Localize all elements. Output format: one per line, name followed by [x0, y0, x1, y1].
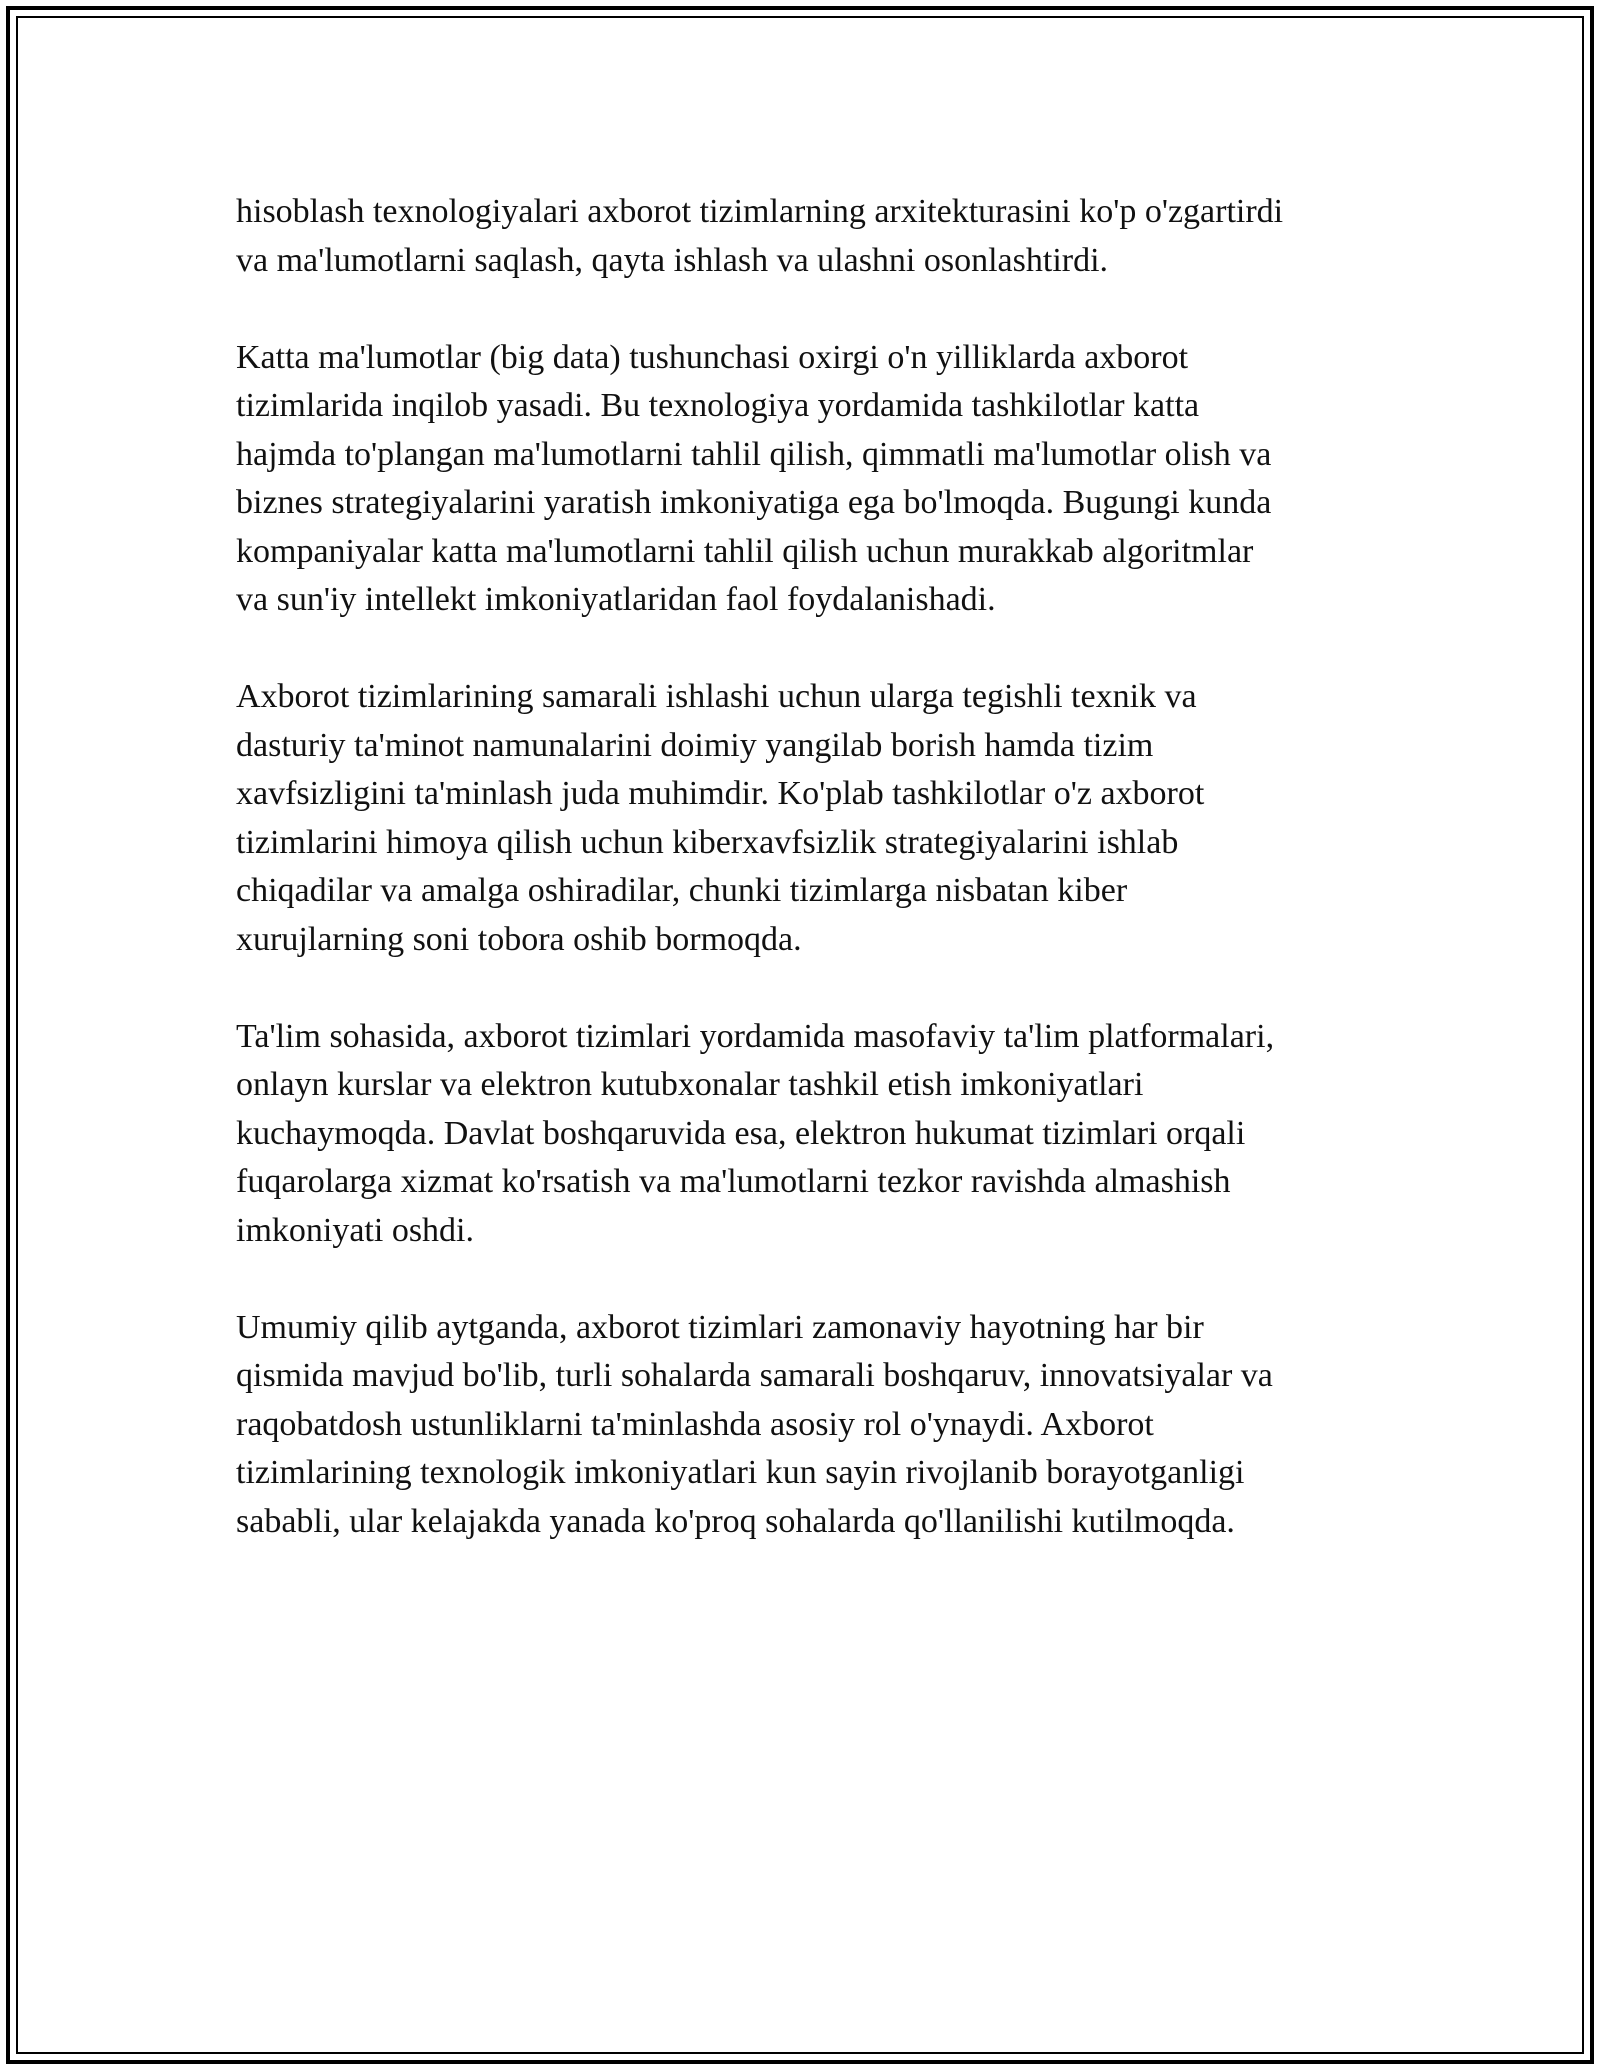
- paragraph-1: hisoblash texnologiyalari axborot tizimlarning arxitekturasini ko'p o'zgartirdi va ma'lumotlarni saqlash, qayta ishlash va ulashni osonlashtirdi.: [236, 193, 1284, 279]
- document-body: [236, 188, 1386, 1595]
- paragraph-5: Umumiy qilib aytganda, axborot tizimlari zamonaviy hayotning har bir qismida mavjud bo'lib, turli sohalarda samarali boshqaruv, innovatsiyalar va raqobatdosh ustunliklarni ta'minlashda asosiy rol o'ynaydi. Axborot tizimlarining texnologik imkoniyatlari kun sayin rivojlanib borayotganligi sababli, ular kelajakda yanada ko'proq sohalarda qo'llanilishi kutilmoqda.: [236, 1308, 1273, 1540]
- paragraph-3: Axborot tizimlarining samarali ishlashi uchun ularga tegishli texnik va dasturiy ta'minot namunalarini doimiy yangilab borish hamda tizim xavfsizligini ta'minlash juda muhimdir. Ko'plab tashkilotlar o'z axborot tizimlarini himoya qilish uchun kiberxavfsizlik strategiyalarini ishlab chiqadilar va amalga oshiradilar, chunki tizimlarga nisbatan kiber xurujlarning soni tobora oshib bormoqda.: [236, 678, 1205, 958]
- paragraph-4: Ta'lim sohasida, axborot tizimlari yordamida masofaviy ta'lim platformalari, onlayn kurslar va elektron kutubxonalar tashkil etish imkoniyatlari kuchaymoqda. Davlat boshqaruvida esa, elektron hukumat tizimlari orqali fuqarolarga xizmat ko'rsatish va ma'lumotlarni tezkor ravishda almashish imkoniyati oshdi.: [236, 1017, 1275, 1249]
- paragraph-2: Katta ma'lumotlar (big data) tushunchasi oxirgi o'n yilliklarda axborot tizimlarida inqilob yasadi. Bu texnologiya yordamida tashkilotlar katta hajmda to'plangan ma'lumotlarni tahlil qilish, qimmatli ma'lumotlar olish va biznes strategiyalarini yaratish imkoniyatiga ega bo'lmoqda. Bugungi kunda kompaniyalar katta ma'lumotlarni tahlil qilish uchun murakkab algoritmlar va sun'iy intellekt imkoniyatlaridan faol foydalanishadi.: [236, 338, 1272, 618]
